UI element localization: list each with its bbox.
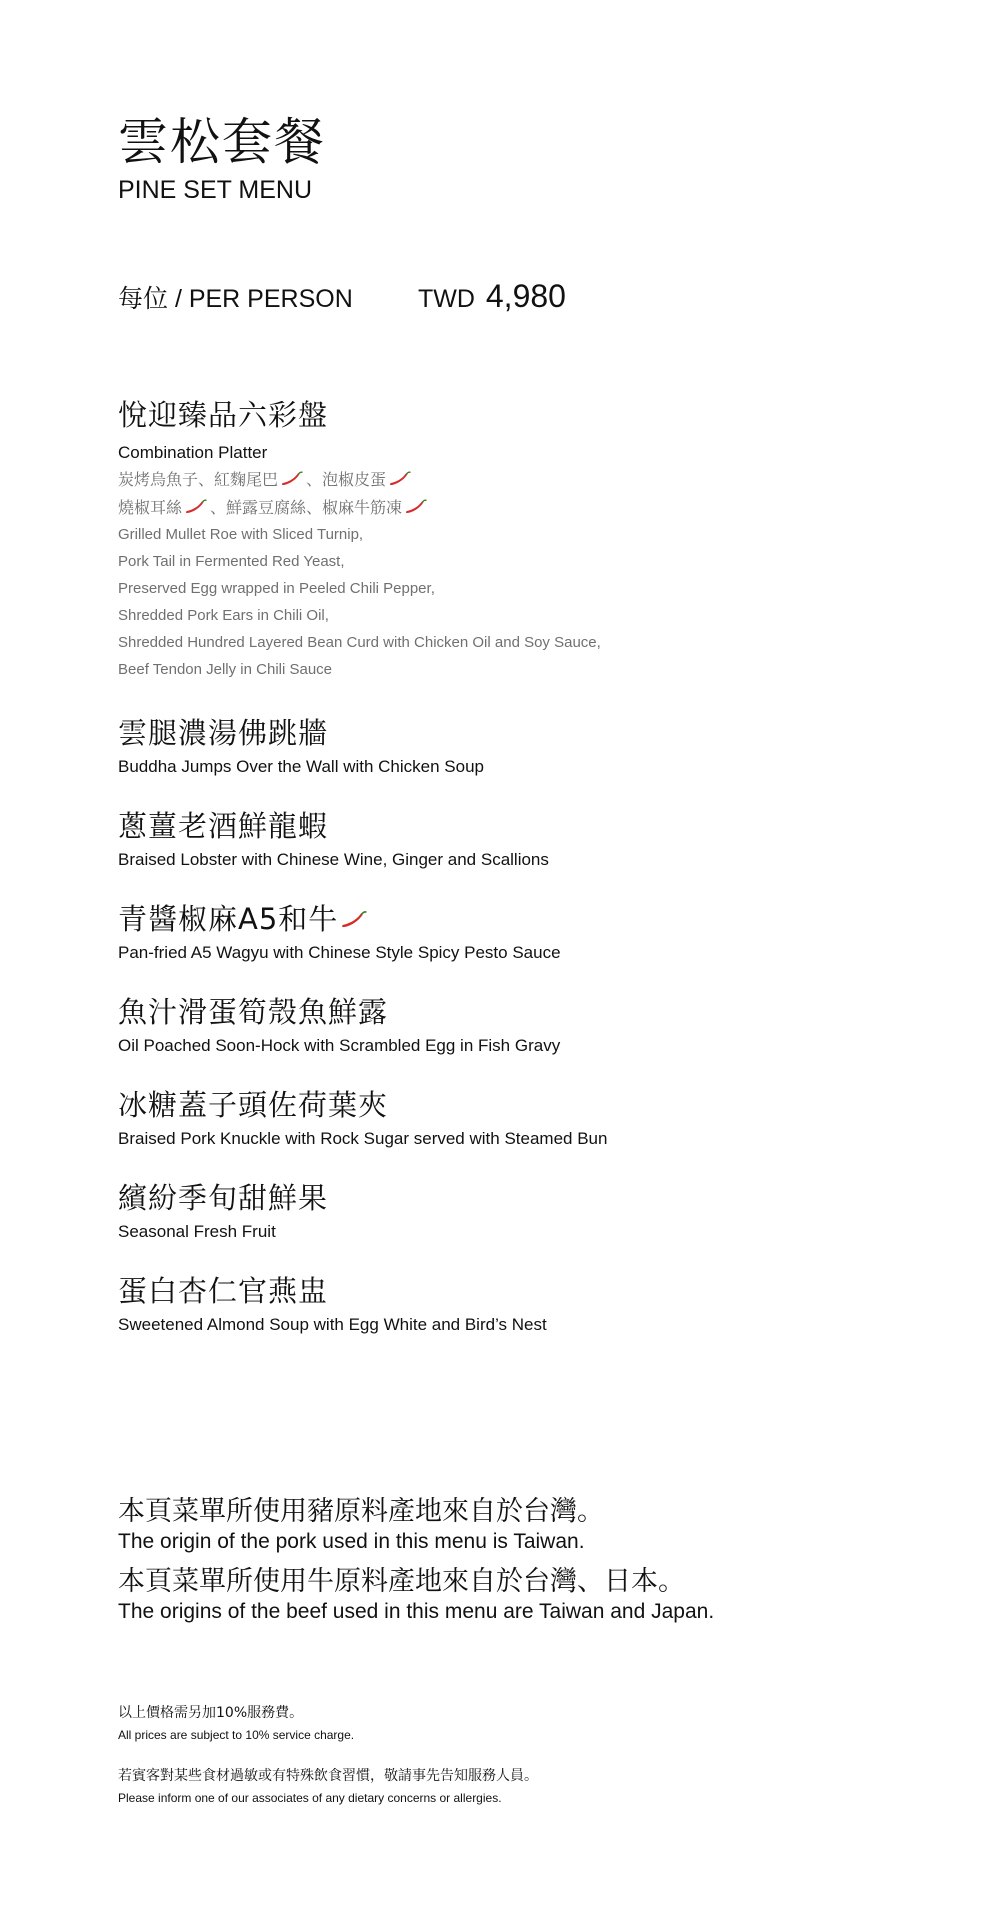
course-item: [118, 807, 549, 871]
origin-beef-en: The origins of the beef used in this menu are Taiwan and Japan.: [118, 1600, 715, 1623]
dish-name-en: Seasonal Fresh Fruit: [118, 1222, 276, 1241]
price-row: [118, 276, 566, 319]
chili-pepper-icon: [341, 910, 367, 930]
service-charge-note: [118, 1703, 354, 1744]
platter-item-en: Grilled Mullet Roe with Sliced Turnip,: [118, 526, 364, 543]
course-platter: [118, 396, 601, 683]
dish-name-zh: 魚汁滑蛋筍殼魚鮮露: [118, 995, 389, 1029]
course-item: [118, 714, 484, 778]
origin-pork-zh: 本頁菜單所使用豬原料產地來自於台灣。: [118, 1496, 604, 1527]
origin-beef: [118, 1565, 714, 1625]
platter-item-text: 燒椒耳絲: [118, 498, 183, 517]
dish-name-zh: 繽紛季旬甜鮮果: [118, 1181, 329, 1215]
currency-label: TWD: [418, 285, 475, 313]
platter-item-en: Beef Tendon Jelly in Chili Sauce: [118, 661, 333, 678]
course-item: [118, 1179, 328, 1243]
platter-item-text: 、泡椒皮蛋: [306, 470, 387, 489]
platter-item-en: Shredded Pork Ears in Chili Oil,: [118, 607, 329, 624]
per-person-label: 每位 / PER PERSON: [118, 285, 353, 313]
platter-items-zh-line1: [118, 468, 601, 492]
dish-name-zh: 雲腿濃湯佛跳牆: [118, 716, 329, 750]
course-item: [118, 900, 561, 964]
dish-name-en: Braised Lobster with Chinese Wine, Ginger and Scallions: [118, 850, 549, 869]
service-charge-en: All prices are subject to 10% service charge.: [118, 1728, 355, 1742]
allergy-en: Please inform one of our associates of any dietary concerns or allergies.: [118, 1791, 502, 1805]
chili-pepper-icon: [389, 471, 411, 487]
dish-name-en: Combination Platter: [118, 443, 268, 462]
dish-name-en: Sweetened Almond Soup with Egg White and Bird’s Nest: [118, 1315, 547, 1334]
dish-name-en: Oil Poached Soon-Hock with Scrambled Egg in Fish Gravy: [118, 1036, 561, 1055]
dish-name-zh: 悅迎臻品六彩盤: [118, 398, 329, 432]
platter-item-en: Pork Tail in Fermented Red Yeast,: [118, 553, 345, 570]
dish-name-en: Braised Pork Knuckle with Rock Sugar served with Steamed Bun: [118, 1129, 608, 1148]
dish-name-zh: 青醬椒麻A5和牛: [118, 902, 339, 936]
service-charge-zh: 以上價格需另加10%服務費。: [118, 1705, 304, 1721]
price-value: 4,980: [485, 278, 566, 314]
course-item: [118, 993, 560, 1057]
dish-name-zh-row: [118, 900, 561, 938]
dish-name-en: Buddha Jumps Over the Wall with Chicken Soup: [118, 757, 484, 776]
menu-title-en: PINE SET MENU: [118, 176, 313, 204]
dish-name-en: Pan-fried A5 Wagyu with Chinese Style Spicy Pesto Sauce: [118, 943, 561, 962]
menu-title-zh: 雲松套餐: [118, 113, 326, 171]
chili-pepper-icon: [281, 471, 303, 487]
dish-name-zh: 蔥薑老酒鮮龍蝦: [118, 809, 329, 843]
platter-items-en: [118, 521, 601, 683]
allergy-note: [118, 1766, 538, 1807]
origin-pork-en: The origin of the pork used in this menu is Taiwan.: [118, 1530, 585, 1553]
chili-pepper-icon: [405, 499, 427, 515]
platter-item-en: Preserved Egg wrapped in Peeled Chili Pepper,: [118, 580, 435, 597]
platter-item-en: Shredded Hundred Layered Bean Curd with Chicken Oil and Soy Sauce,: [118, 634, 601, 651]
course-item: [118, 1086, 607, 1150]
platter-items-zh-line2: [118, 496, 601, 520]
origin-beef-zh: 本頁菜單所使用牛原料產地來自於台灣、日本。: [118, 1566, 685, 1597]
allergy-zh: 若賓客對某些食材過敏或有特殊飲食習慣，敬請事先告知服務人員。: [118, 1768, 538, 1784]
origin-pork: [118, 1495, 604, 1555]
platter-item-text: 炭烤烏魚子、紅麴尾巴: [118, 470, 279, 489]
dish-name-zh: 冰糖蓋子頭佐荷葉夾: [118, 1088, 389, 1122]
platter-item-text: 、鮮露豆腐絲、椒麻牛筋凍: [210, 498, 403, 517]
dish-name-zh: 蛋白杏仁官燕盅: [118, 1274, 329, 1308]
chili-pepper-icon: [185, 499, 207, 515]
course-item: [118, 1272, 547, 1336]
